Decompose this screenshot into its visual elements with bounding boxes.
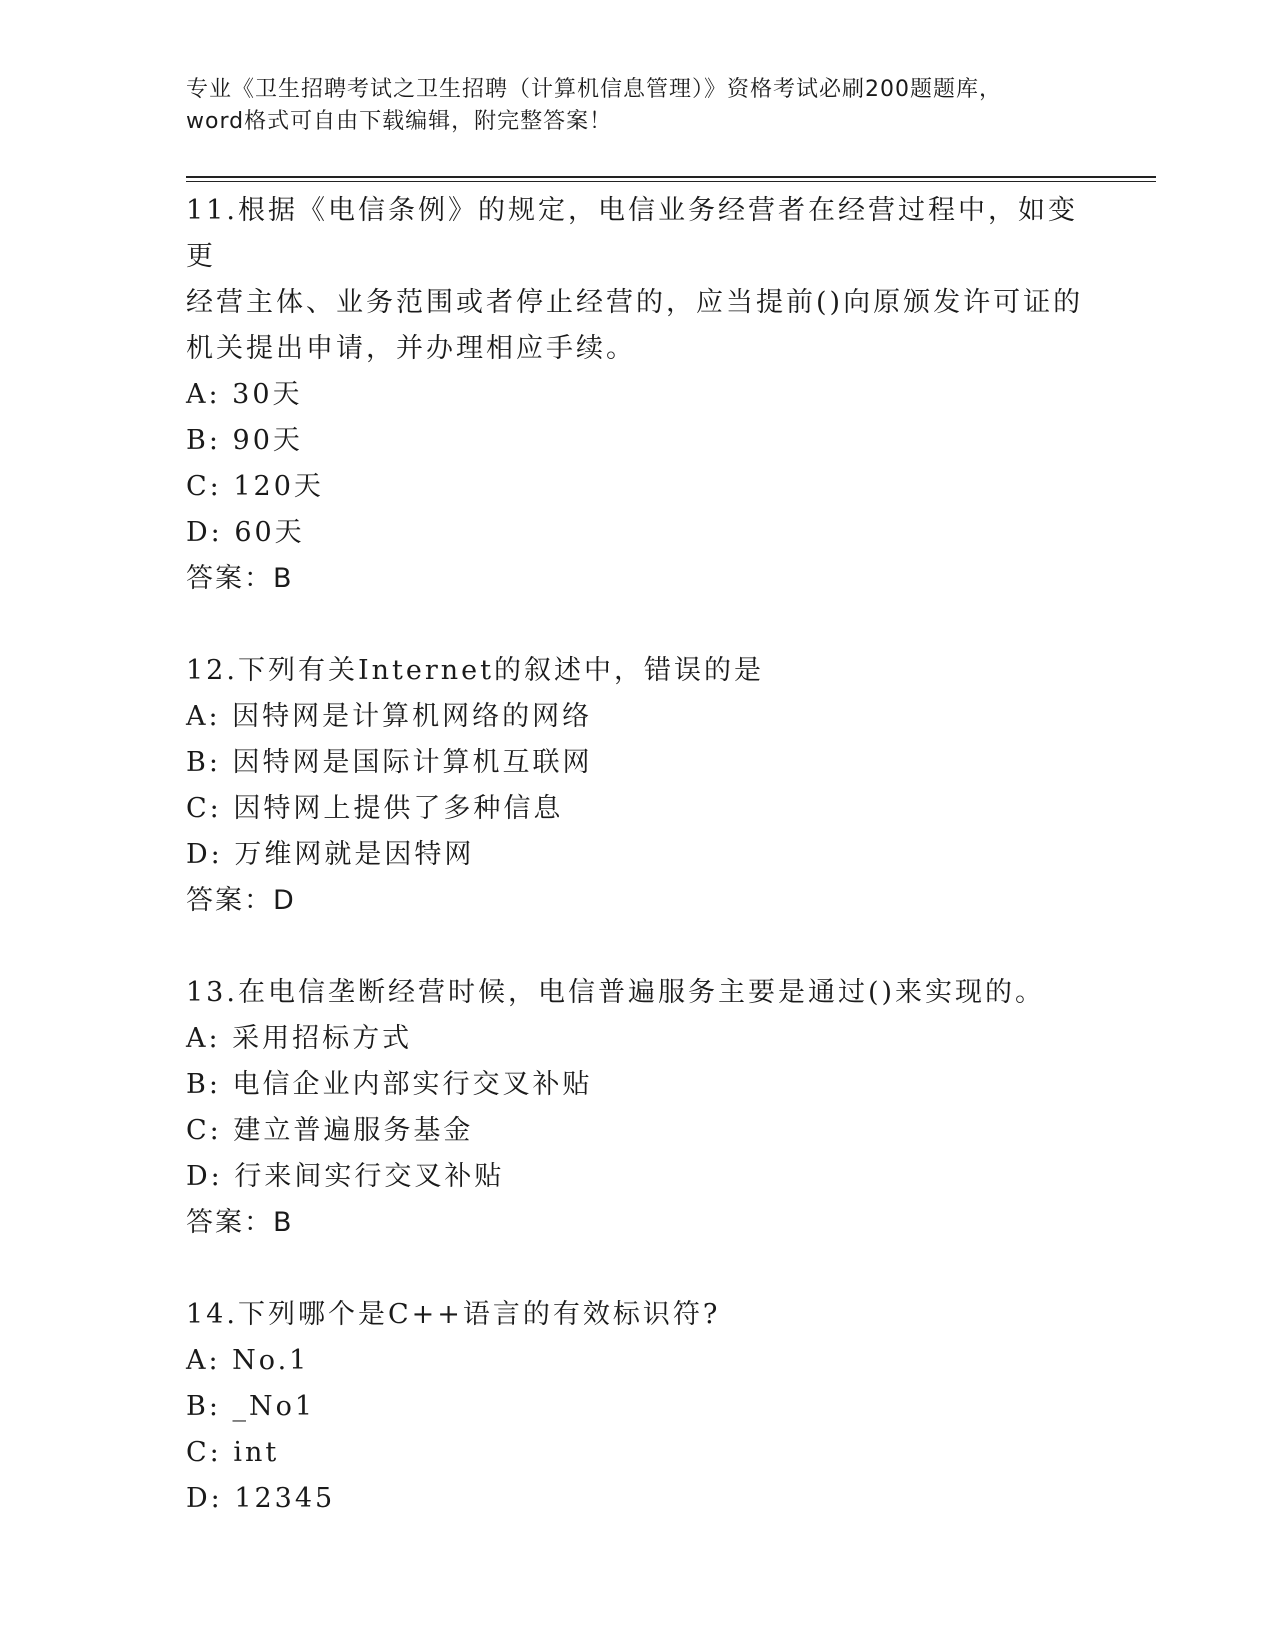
question-text-line: 12.下列有关Internet的叙述中，错误的是	[186, 655, 764, 686]
question-11	[186, 188, 1086, 602]
document-header	[186, 74, 1086, 138]
option-b: B: _No1	[186, 1391, 316, 1422]
header-line-1: 专业《卫生招聘考试之卫生招聘（计算机信息管理）》资格考试必刷200题题库，	[186, 77, 1002, 102]
question-13	[186, 970, 1086, 1246]
answer-line: 答案：D	[186, 885, 296, 916]
option-c: C: int	[186, 1437, 280, 1468]
question-12	[186, 648, 1086, 924]
question-text-line: 经营主体、业务范围或者停止经营的，应当提前()向原颁发许可证的	[186, 287, 1084, 318]
answer-line: 答案：B	[186, 563, 294, 594]
option-c: C: 因特网上提供了多种信息	[186, 793, 564, 824]
question-14	[186, 1292, 1086, 1522]
question-text-line: 机关提出申请，并办理相应手续。	[186, 333, 636, 364]
question-text-line: 14.下列哪个是C++语言的有效标识符?	[186, 1299, 721, 1330]
question-list	[186, 188, 1086, 1568]
option-d: D: 60天	[186, 517, 305, 548]
option-c: C: 120天	[186, 471, 324, 502]
option-a: A: 采用招标方式	[186, 1023, 413, 1054]
option-a: A: 30天	[186, 379, 303, 410]
option-a: A: No.1	[186, 1345, 310, 1376]
option-c: C: 建立普遍服务基金	[186, 1115, 474, 1146]
option-b: B: 90天	[186, 425, 303, 456]
option-b: B: 因特网是国际计算机互联网	[186, 747, 593, 778]
option-d: D: 行来间实行交叉补贴	[186, 1161, 505, 1192]
option-d: D: 12345	[186, 1483, 336, 1514]
question-text-line: 11.根据《电信条例》的规定，电信业务经营者在经营过程中，如变更	[186, 195, 1078, 272]
option-d: D: 万维网就是因特网	[186, 839, 475, 870]
header-line-2: word格式可自由下载编辑，附完整答案！	[186, 109, 613, 134]
header-divider	[186, 176, 1156, 182]
answer-line: 答案：B	[186, 1207, 294, 1238]
option-b: B: 电信企业内部实行交叉补贴	[186, 1069, 593, 1100]
option-a: A: 因特网是计算机网络的网络	[186, 701, 593, 732]
question-text-line: 13.在电信垄断经营时候，电信普遍服务主要是通过()来实现的。	[186, 977, 1046, 1008]
